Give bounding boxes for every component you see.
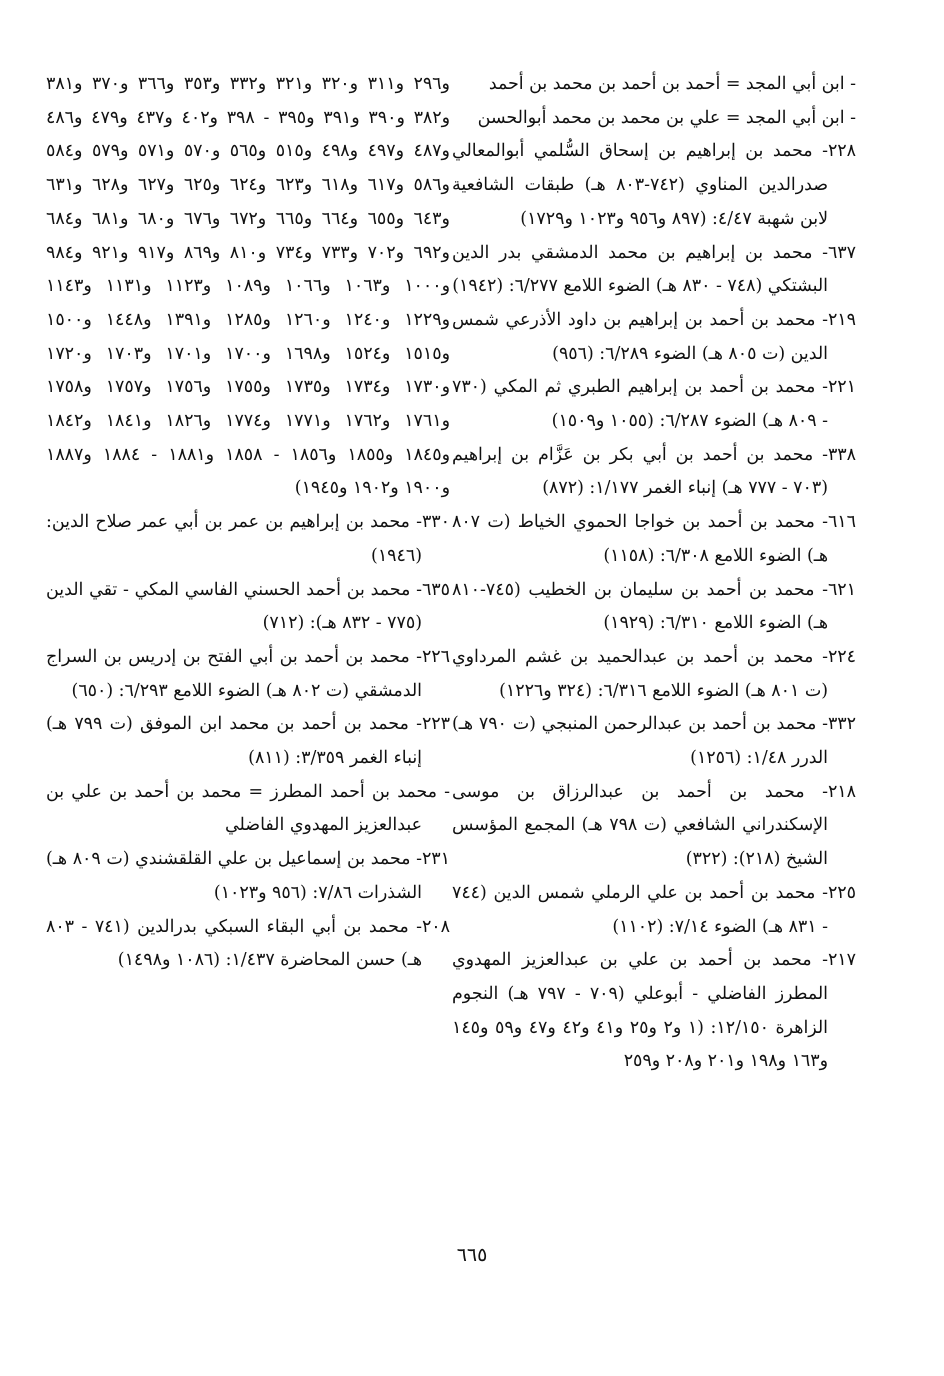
index-entry: ٢٢٣- محمد بن أحمد بن محمد ابن الموفق (ت ٧٩٩ هـ) إنباء الغمر ٣/٣٥٩: (٨١١) (46, 714, 450, 769)
page-number: ٦٦٥ (456, 1244, 488, 1266)
index-entry: ٦٣٥- محمد بن أحمد الحسني الفاسي المكي - تقي الدين (٧٧٥ - ٨٣٢ هـ): (٧١٢) (46, 579, 450, 634)
index-entry: ٢١٩- محمد بن أحمد بن إبراهيم بن داود الأذرعي شمس الدين (ت ٨٠٥ هـ) الضوء ٦/٢٨٩: (٩٥٦) (452, 309, 856, 364)
index-entry-continuation: و٢٩٦ و٣١١ و٣٢٠ و٣٢١ و٣٣٢ و٣٥٣ و٣٦٦ و٣٧٠ و٣٨١ و٣٨٢ و٣٩٠ و٣٩١ و٣٩٥ - ٣٩٨ و٤٠٢ و٤٣٧ و٤٧٩ و٤٨٦ و٤٨٧ و٤٩٧ و٤٩٨ و٥١٥ و٥٦٥ و٥٧٠ و٥٧١ و٥٧٩ و٥٨٤ و٥٨٦ و٦١٧ و٦١٨ و٦٢٣ و٦٢٤ و٦٢٥ و٦٢٧ و٦٢٨ و٦٣١ و٦٤٣ و٦٥٥ و٦٦٤ و٦٦٥ و٦٧٢ و٦٧٦ و٦٨٠ و٦٨١ و٦٨٤ و٦٩٢ و٧٠٢ و٧٣٣ و٧٣٤ و٨١٠ و٨٦٩ و٩١٧ و٩٢١ و٩٨٤ و١٠٠٠ و١٠٦٣ و١٠٦٦ و١٠٨٩ و١١٢٣ و١١٣١ و١١٤٣ و١٢٢٩ و١٢٤٠ و١٢٦٠ و١٢٨٥ و١٣٩١ و١٤٤٨ و١٥٠٠ و١٥١٥ و١٥٢٤ و١٦٩٨ و١٧٠٠ و١٧٠١ و١٧٠٣ و١٧٢٠ و١٧٣٠ و١٧٣٤ و١٧٣٥ و١٧٥٥ و١٧٥٦ و١٧٥٧ و١٧٥٨ و١٧٦١ و١٧٦٢ و١٧٧١ و١٧٧٤ و١٨٢٦ و١٨٤١ و١٨٤٢ و١٨٤٥ و١٨٥٥ و١٨٥٦ - ١٨٥٨ و١٨٨١ - ١٨٨٤ و١٨٨٧ و١٩٠٠ و١٩٠٢ و١٩٤٥) (46, 74, 451, 499)
index-entry: ٣٣٨- محمد بن أحمد بن أبي بكر بن عَزَّام بن إبراهيم (٧٠٣ - ٧٧٧ هـ) إنباء الغمر ١/١٧٧: (٨٧٢) (452, 444, 856, 499)
index-entry: ٢٣١- محمد بن إسماعيل بن علي القلقشندي (ت ٨٠٩ هـ) الشذرات ٧/٨٦: (٩٥٦ و١٠٢٣) (46, 849, 450, 903)
index-entry: ٣٣٠- محمد بن إبراهيم بن عمر بن أبي عمر صلاح الدين: (١٩٤٦) (46, 512, 450, 566)
index-entry: ٢٢٥- محمد بن أحمد بن علي الرملي شمس الدين (٧٤٤ - ٨٣١ هـ) الضوء ٧/١٤: (١١٠٢) (452, 882, 856, 937)
index-column-left (46, 68, 450, 978)
index-entry: ٢٠٨- محمد بن أبي البقاء السبكي بدرالدين (٧٤١ - ٨٠٣ هـ) حسن المحاضرة ١/٤٣٧: (١٠٨٦ و١٤٩٨) (46, 916, 450, 971)
index-entry: ٦٢١- محمد بن أحمد بن سليمان بن الخطيب (٧٤٥-٨١٠ هـ) الضوء اللامع ٦/٣١٠: (١٩٢٩) (452, 579, 856, 634)
index-entry: ٢١٨- محمد بن أحمد بن عبدالرزاق بن موسى الإسكندراني الشافعي (ت ٧٩٨ هـ) المجمع المؤسس الشيخ (٢١٨): (٣٢٢) (452, 781, 856, 870)
index-entry: ٢٢٨- محمد بن إبراهيم بن إسحاق السُّلمي أبوالمعالي صدرالدين المناوي (٧٤٢-٨٠٣ هـ) طبقات الشافعية لابن شهبة ٤/٤٧: (٨٩٧ و٩٥٦ و١٠٢٣ و١٧٢٩) (452, 141, 856, 229)
index-entry: ٦١٦- محمد بن أحمد بن خواجا الحموي الخياط (ت ٨٠٧ هـ) الضوء اللامع ٦/٣٠٨: (١١٥٨) (452, 512, 856, 566)
index-entry: ٣٣٢- محمد بن أحمد بن عبدالرحمن المنبجي (ت ٧٩٠ هـ) الدرر ١/٤٨: (١٢٥٦) (452, 714, 856, 769)
index-entry: ٦٣٧- محمد بن إبراهيم بن محمد الدمشقي بدر الدين البشتكي (٧٤٨ - ٨٣٠ هـ) الضوء اللامع ٦/٢٧٧: (١٩٤٢) (452, 242, 856, 297)
index-entry: - ابن أبي المجد = أحمد بن أحمد بن محمد بن أحمد (488, 74, 856, 94)
index-entry: - محمد بن أحمد المطرز = محمد بن أحمد بن علي بن عبدالعزيز المهدوي الفاضلي (46, 781, 450, 836)
index-entry: ٢١٧- محمد بن أحمد بن علي بن عبدالعزيز المهدوي المطرز الفاضلي - أبوعلي (٧٠٩ - ٧٩٧ هـ) النجوم الزاهرة ١٢/١٥٠: (١ و٢ و٢٥ و٤١ و٤٢ و٤٧ و٥٩ و١٤٥ و١٦٣ و١٩٨ و٢٠١ و٢٠٨ و٢٥٩ (452, 950, 856, 1072)
index-entry: ٢٢١- محمد بن أحمد بن إبراهيم الطبري ثم المكي (٧٣٠ - ٨٠٩ هـ) الضوء ٦/٢٨٧: (١٠٥٥ و١٥٠٩) (452, 377, 856, 432)
index-entry: - ابن أبي المجد = علي بن محمد بن محمد أبوالحسن (477, 107, 856, 128)
index-entry: ٢٢٤- محمد بن أحمد بن عبدالحميد بن غشم المرداوي (ت ٨٠١ هـ) الضوء اللامع ٦/٣١٦: (٣٢٤ و١٢٢٦) (452, 646, 856, 701)
index-entry: ٢٢٦- محمد بن أحمد بن أبي الفتح بن إدريس بن السراج الدمشقي (ت ٨٠٢ هـ) الضوء اللامع ٦/٢٩٣: (٦٥٠) (46, 646, 450, 701)
index-column-right (452, 68, 856, 1079)
